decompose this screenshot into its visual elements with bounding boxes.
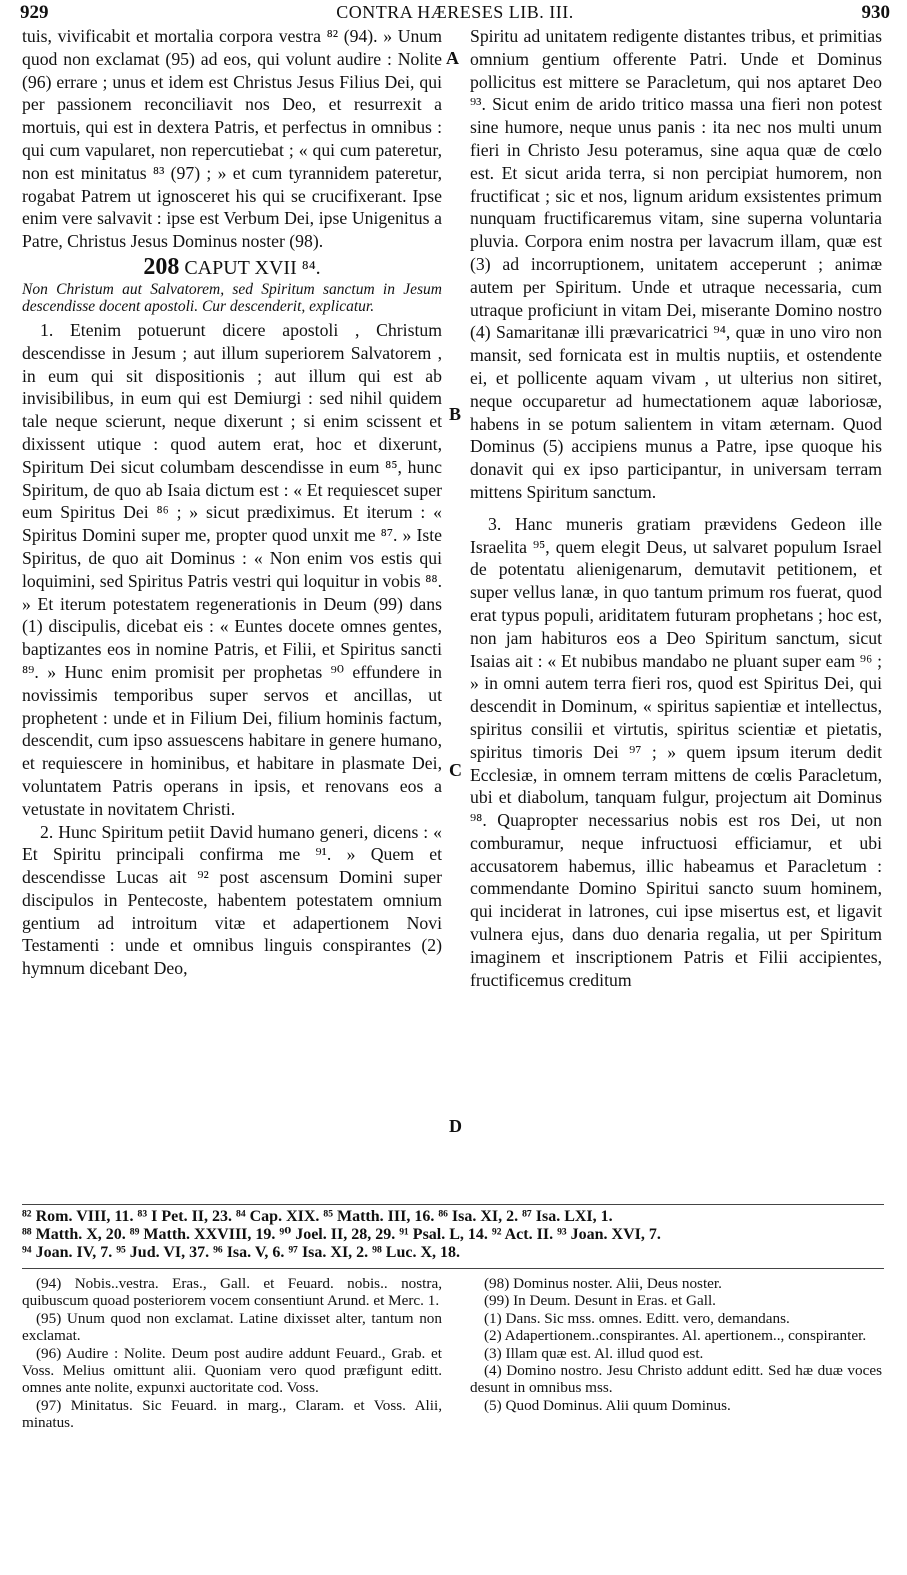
chapter-title: CAPUT XVII ⁸⁴. [184,256,321,279]
note-95: (95) Unum quod non exclamat. Latine dixisset alter, tantum non exclamat. [22,1309,442,1345]
scripture-references [22,1208,884,1262]
right-text-column [470,25,882,991]
margin-letter-a: A [446,48,459,68]
margin-letter-d: D [449,1116,462,1136]
paragraph-3: 3. Hanc muneris gratiam prævidens Gedeon ille Israelita ⁹⁵, quem elegit Deus, ut salvaret populum Israel de potentatu alienigenarum, demutavit petitionem, et super vellus lanæ, in quo tantum primum ros fuerat, quod erat typus populi, ariditatem futuram prophetans ; hoc est, non jam habituros eos a Deo Spiritum sanctum, sicut Isaias ait : « Et nubibus mandabo ne pluant super eam ⁹⁶ ; » in omni autem terra fieri ros, quod est Spiritus Dei, qui descendit in Dominum, « spiritus sapientiæ et intellectus, spiritus consilii et virtutis, spiritus scientiæ et pietatis, spiritus timoris Dei ⁹⁷ ; » quem ipsum iterum dedit Ecclesiæ, in omnem terram mittens de cœlis Paracletum, ubi et diabolum, tanquam fulgur, projectum ait Dominus ⁹⁸. Quapropter necessarius nobis est ros Dei, ut non comburamur, neque infructuosi efficiamur, et ubi accusatorem habemus, illic habeamus et Paracletum : commendante Domino Spiritui sancto suum hominem, qui inciderat in latrones, cui ipse misertus est, et ligavit vulnera ejus, dans duo denaria regalia, ut per Spiritum imaginem et inscriptionem Patris et Filii accipientes, fructificemus creditum [470,513,882,990]
left-page-number: 929 [20,2,49,23]
note-3: (3) Illam quæ est. Al. illud quod est. [484,1344,704,1362]
reference-line: ⁹⁴ Joan. IV, 7. ⁹⁵ Jud. VI, 37. ⁹⁶ Isa. V, 6. ⁹⁷ Isa. XI, 2. ⁹⁸ Luc. X, 18. [22,1244,460,1261]
note-4: (4) Domino nostro. Jesu Christo addunt editt. Sed hæ duæ voces desunt in omnibus mss. [470,1362,882,1397]
notes-rule [22,1268,884,1269]
footnote-rule [22,1204,884,1205]
margin-letter-b: B [449,404,462,424]
paragraph-2: 2. Hunc Spiritum petiit David humano generi, dicens : « Et Spiritu principali confirma me ⁹¹. » Quem et descendisse Lucas ait ⁹² post ascensum Domini super discipulos in Pentecoste, habentem potestatem omnium gentium ad introitum vitæ et adapertionem Novi Testamenti : unde et omnibus linguis conspirantes (2) hymnum dicebant Deo, [22,821,442,979]
paragraph-intro: tuis, vivificabit et mortalia corpora vestra ⁸² (94). » Unum quod non exclamat (95) ad eos, qui volunt audire : Nolite (96) errare ; unus et idem est Christus Jesus Filius Dei, qui per passionem reconciliavit nos Deo, et resurrexit a mortuis, qui est in dextera Patris, et perfectus in omnibus : qui cum vapularet, non repercutiebat ; « qui cum pateretur, non est minitatus ⁸³ (97) ; » et cum tyrannidem pateretur, rogabat Patrem ut ignosceret his qui se crucifixerant. Ipse enim vere salvavit : ipse est Verbum Dei, ipse Unigenitus a Patre, Christus Jesus Dominus noster (98). [22,26,442,252]
left-notes [22,1275,442,1432]
paragraph-1: 1. Etenim potuerunt dicere apostoli , Christum descendisse in Jesum ; aut illum superiorem Salvatorem , in eum qui sit dispositionis ; aut illum qui est ab invisibilibus, in eum qui est Demiurgi : sed nihil quidem tale neque scierunt, neque dixerunt ; si enim scissent et dixissent utique : quod autem erat, hoc et dixerunt, Spiritum Dei sicut columbam descendisse in eum ⁸⁵, hunc Spiritum, de quo ab Isaia dictum est : « Et requiescet super eum Spiritus Dei ⁸⁶ ; » sicut prædiximus. Et iterum : « Spiritus Domini super me, propter quod unxit me ⁸⁷. » Iste Spiritus, de quo ait Dominus : « Non enim vos estis qui loquimini, sed Spiritus Patris vestri qui loquitur in vobis ⁸⁸. » Et iterum potestatem regenerationis in Deum (99) dans (1) discipulis, dicebat eis : « Euntes docete omnes gentes, baptizantes eos in nomine Patris, et Filii, et Spiritus sancti ⁸⁹. » Hunc enim promisit per prophetas ⁹⁰ effundere in novissimis temporibus super servos et ancillas, ut prophetent : unde et in Filium Dei, filium hominis factum, descendit, cum ipso assuescens habitare in genere humano, et requiescere in hominibus, et habitare in plasmate Dei, voluntatem Patris operans in ipsis, et renovans eos a vetustate in novitatem Christi. [22,319,442,819]
right-notes [470,1275,882,1414]
left-text-column [22,25,442,980]
note-2: (2) Adapertionem..conspirantes. Al. apertionem.., conspiranter. [484,1327,867,1345]
note-96: (96) Audire : Nolite. Deum post audire addunt Feuard., Grab. et Voss. Melius omittunt alii. Quoniam vero quod præfigunt editt. omnes ante nolite, expunxi auctoritate cod. Voss. [22,1344,442,1397]
reference-line: ⁸⁸ Matth. X, 20. ⁸⁹ Matth. XXVIII, 19. ⁹⁰ Joel. II, 28, 29. ⁹¹ Psal. L, 14. ⁹² Act. II. ⁹³ Joan. XVI, 7. [22,1226,661,1243]
right-page-number: 930 [861,2,890,23]
reference-line: ⁸² Rom. VIII, 11. ⁸³ I Pet. II, 23. ⁸⁴ Cap. XIX. ⁸⁵ Matth. III, 16. ⁸⁶ Isa. XI, 2. ⁸⁷ Isa. LXI, 1. [22,1208,613,1225]
note-1: (1) Dans. Sic mss. omnes. Editt. vero, demandans. [484,1309,790,1327]
margin-letter-c: C [449,760,462,780]
note-97: (97) Minitatus. Sic Feuard. in marg., Claram. et Voss. Alii, minatus. [22,1396,442,1432]
chapter-number: 208 [143,253,180,280]
chapter-argument: Non Christum aut Salvatorem, sed Spiritum sanctum in Jesum descendisse docent apostoli. Cur descenderit, explicatur. [22,280,442,315]
note-98: (98) Dominus noster. Alii, Deus noster. [484,1275,722,1292]
note-94: (94) Nobis..vestra. Eras., Gall. et Feuard. nobis.. nostra, quibuscum quoad posteriorem vocem consentiunt Arund. et Merc. 1. [22,1275,442,1310]
note-5: (5) Quod Dominus. Alii quum Dominus. [484,1396,731,1414]
paragraph-continued: Spiritu ad unitatem redigente distantes tribus, et primitias omnium gentium offerente Patri. Unde et Dominus pollicitus est mittere se Paracletum, qui nos aptaret Deo ⁹³. Sicut enim de arido tritico massa una fieri non potest sine humore, neque unus panis : ita nec nos multi unum fieri in Christo Jesu poteramus, sine aqua quæ de cœlo est. Et sicut arida terra, si non percipiat humorem, non fructificat ; sic et nos, lignum aridum exsistentes primum nunquam fructificaremus vitam, sine superna voluntaria pluvia. Corpora enim nostra per lavacrum illam, quæ est (3) ad incorruptionem, unitatem acceperunt ; animæ autem per Spiritum. Unde et utraque necessaria, cum utraque proficiunt in vitam Dei, miserante Domino nostro (4) Samaritanæ illi prævaricatrici ⁹⁴, quæ in uno viro non mansit, sed fornicata est in multis nuptiis, et ostendente ei, et pollicente aquam vivam , ut ulterius non sitiret, neque occuparetur ad humectationem aquæ laboriosæ, habens in se potum salientem in vitam æternam. Quod Dominus (5) accipiens munus a Patre, ipse quoque his donavit qui ex ipso participantur, in universam terram mittens Spiritum sanctum. [470,26,882,502]
running-title: CONTRA HÆRESES LIB. III. [336,2,574,22]
note-99: (99) In Deum. Desunt in Eras. et Gall. [484,1292,716,1310]
chapter-heading [22,255,442,280]
